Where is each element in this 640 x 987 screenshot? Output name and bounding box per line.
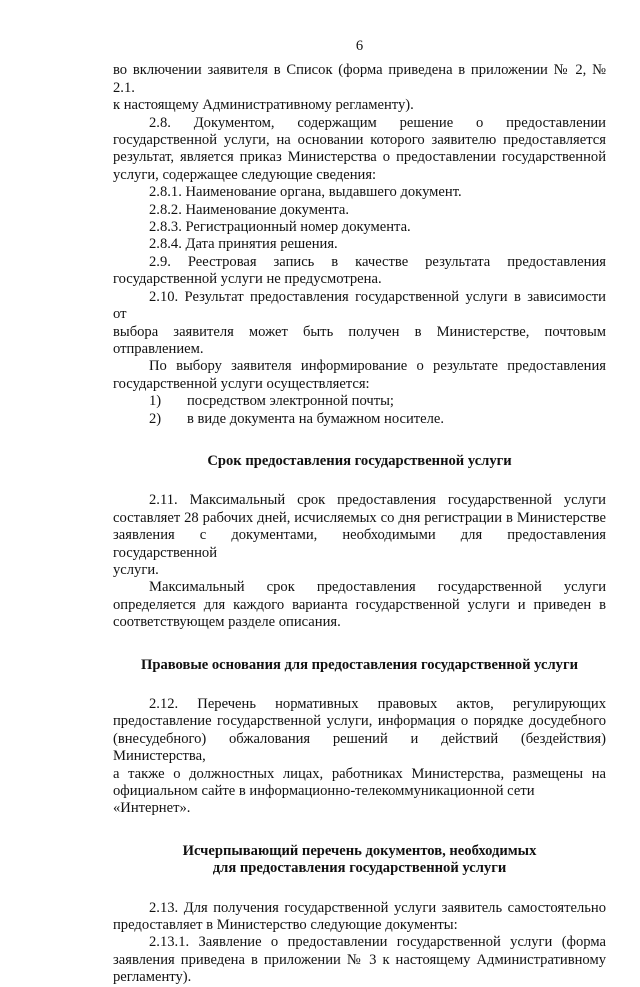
text-line: 2.8. Документом, содержащим решение о предоставлении bbox=[149, 114, 606, 131]
section-heading-srok: Срок предоставления государственной услуги bbox=[207, 452, 512, 469]
text-line: регламенту). bbox=[113, 969, 192, 986]
text-line: 2.10. Результат предоставления государственной услуги в зависимости от bbox=[113, 288, 606, 323]
text-line: а также о должностных лицах, работниках Министерства, размещены на bbox=[113, 765, 606, 782]
list-item-number: 2) bbox=[149, 410, 162, 427]
text-line: составляет 28 рабочих дней, исчисляемых со дня регистрации в Министерстве bbox=[113, 509, 606, 526]
text-line: услуги, содержащее следующие сведения: bbox=[113, 166, 377, 183]
text-line: 2.9. Реестровая запись в качестве результата предоставления bbox=[149, 253, 606, 270]
text-line: 2.13. Для получения государственной услуги заявитель самостоятельно bbox=[149, 899, 606, 916]
text-line: заявления с документами, необходимыми для предоставления государственной bbox=[113, 527, 606, 561]
list-item-text: в виде документа на бумажном носителе. bbox=[187, 410, 445, 427]
text-line: соответствующем разделе описания. bbox=[113, 614, 341, 631]
section-heading-perechen: Исчерпывающий перечень документов, необходимых bbox=[182, 842, 537, 859]
text-line: 2.12. Перечень нормативных правовых актов, регулирующих bbox=[149, 696, 606, 712]
text-line: государственной услуги осуществляется: bbox=[113, 375, 370, 392]
text-line: предоставление государственной услуги, информация о порядке досудебного bbox=[113, 713, 606, 730]
text-line: государственной услуги, на основании которого заявителю предоставляется bbox=[113, 132, 606, 149]
text-line: 2.13.1. Заявление о предоставлении государственной услуги (форма bbox=[149, 934, 606, 951]
text-line: По выбору заявителя информирование о результате предоставления bbox=[149, 358, 606, 375]
text-line: отправлением. bbox=[113, 340, 204, 357]
text-line: определяется для каждого варианта государственной услуги и приведен в bbox=[113, 596, 606, 613]
list-item: 2.8.4. Дата принятия решения. bbox=[149, 236, 338, 253]
section-heading-perechen-line2: для предоставления государственной услуги bbox=[212, 860, 507, 877]
text-line: 2.11. Максимальный срок предоставления государственной услуги bbox=[149, 492, 606, 509]
section-heading-pravo: Правовые основания для предоставления государственной услуги bbox=[140, 656, 578, 673]
text-line: государственной услуги не предусмотрена. bbox=[113, 271, 382, 288]
text-line: Максимальный срок предоставления государственной услуги bbox=[149, 579, 606, 596]
text-line: предоставляет в Министерство следующие документы: bbox=[113, 917, 458, 934]
text-line: заявления приведена в приложении № 3 к настоящему Административному bbox=[113, 951, 606, 968]
text-line: результат, является приказ Министерства о предоставлении государственной bbox=[113, 149, 606, 166]
text-line: выбора заявителя может быть получен в Министерстве, почтовым bbox=[113, 323, 606, 340]
text-line: во включении заявителя в Список (форма приведена в приложении № 2, № 2.1. bbox=[113, 62, 606, 96]
text-line: официальном сайте в информационно-телекоммуникационной сети «Интернет». bbox=[113, 783, 535, 817]
list-item: 2.8.3. Регистрационный номер документа. bbox=[149, 219, 411, 236]
list-item bbox=[113, 393, 606, 410]
list-item: 2.8.1. Наименование органа, выдавшего документ. bbox=[149, 184, 462, 201]
list-item bbox=[113, 411, 606, 428]
list-item: 2.8.2. Наименование документа. bbox=[149, 201, 349, 218]
page-number: 6 bbox=[355, 38, 364, 54]
text-line: услуги. bbox=[113, 561, 159, 578]
list-item-text: посредством электронной почты; bbox=[187, 393, 394, 410]
text-line: к настоящему Административному регламенту). bbox=[113, 97, 414, 114]
list-item-number: 1) bbox=[149, 393, 162, 410]
text-line: (внесудебного) обжалования решений и действий (бездействия) Министерства, bbox=[113, 730, 606, 765]
